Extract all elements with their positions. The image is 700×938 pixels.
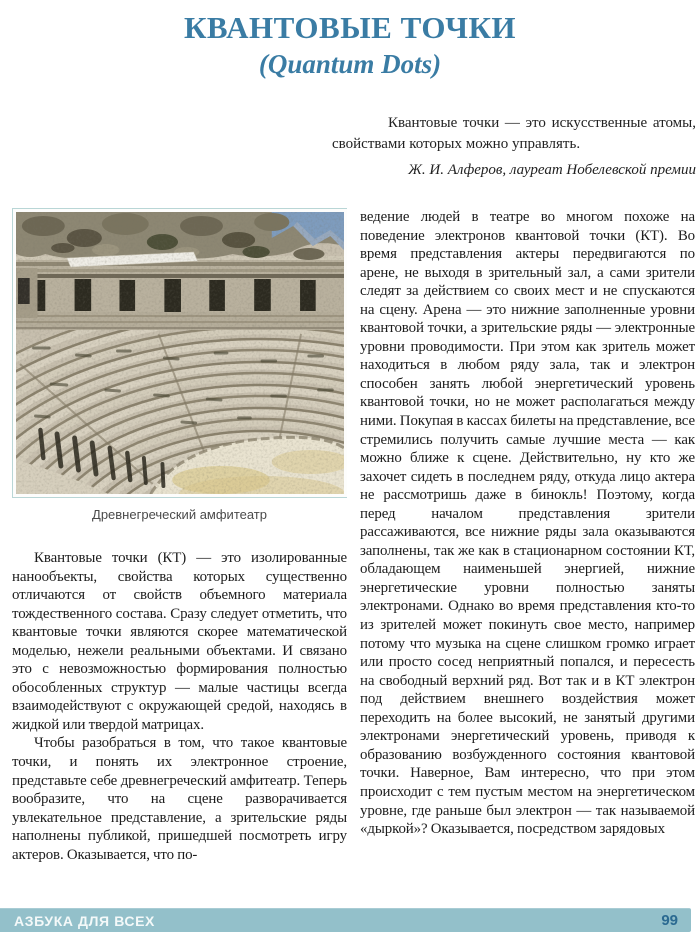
page-title: КВАНТОВЫЕ ТОЧКИ [183, 10, 517, 45]
left-column [12, 208, 347, 908]
paragraph: Чтобы разобраться в том, что такое квантовые точки, и понять их электронное строение, представьте себе древнегреческий амфитеатр. Теперь вообразите, что на сцене разворачивается увлекательное представление, а зрительские ряды наполнены публикой, пришедшей посмотреть игру актеров. Оказывается, что по- [12, 735, 347, 863]
epigraph-attribution: Ж. И. Алферов, лауреат Нобелевской премии [408, 162, 696, 178]
page-number: 99 [661, 912, 678, 929]
footer-band [0, 908, 691, 932]
series-label: АЗБУКА ДЛЯ ВСЕХ [14, 912, 155, 929]
right-column-text [360, 208, 695, 839]
epigraph [332, 113, 696, 179]
amphitheater-figure [12, 208, 347, 522]
right-column [360, 208, 695, 908]
epigraph-quote: Квантовые точки — это искусственные атомы, свойствами которых можно управлять. [332, 115, 696, 152]
paragraph: Квантовые точки (КТ) — это изолированные нанообъекты, свойства которых существенно отличаются от свойств объемного материала тождественного состава. Сразу следует отметить, что квантовые точки являются скорее математической моделью, нежели реальными объектами. И связано это с невозможностью формирования полностью обособленных структур — малые частицы всегда взаимодействуют с окружающей средой, находясь в жидкой или твердой матрицах. [12, 550, 347, 733]
paragraph: ведение людей в театре во многом похоже на поведение электронов квантовой точки (КТ). Во время представления актеры передвигаются по арене, не выходя в зрительный зал, а сами зрители следят за действием со своих мест и не спускаются на сцену. Арена — это нижние заполненные уровни квантовой точки, а зрительские ряды — электронные уровни проводимости. При этом как зритель может находиться в любом ряду зала, так и электрон способен занять любой энергетический уровень квантовой точки, но не может располагаться между ними. Покупая в кассах билеты на представление, все стремились получить самые лучшие места — как можно ближе к сцене. Действительно, ну кто же захочет сидеть в последнем ряду, откуда лицо актера не рассмотришь даже в бинокль! Поэтому, когда перед началом представления зрители рассаживаются, все нижние ряды зала оказываются заполнены, так же как в стационарном состоянии КТ, обладающем наименьшей энергией, нижние энергетические уровни полностью заняты электронами. Однако во время представления кто-то из зрителей может покинуть свое место, например потому что музыка на сцене слишком громко играет или просто сосед неприятный попался, и пересесть на свободный верхний ряд. Вот так и в КТ электрон под действием внешнего воздействия может переходить на более высокий, не занятый другими электронами энергетический уровень, приводя к образованию возбужденного состояния квантовой точки. Наверное, Вам интересно, что при этом происходит с тем пустым местом на энергетическом уровне, где раньше был электрон — так называемой «дыркой»? Оказывается, посредством зарядовых [360, 209, 695, 838]
amphitheater-photo [12, 208, 347, 498]
left-column-text [12, 549, 347, 864]
page-subtitle: (Quantum Dots) [258, 49, 442, 79]
figure-caption: Древнегреческий амфитеатр [92, 507, 267, 522]
two-column-body [12, 208, 695, 908]
amphitheater-photo-art [16, 212, 344, 494]
